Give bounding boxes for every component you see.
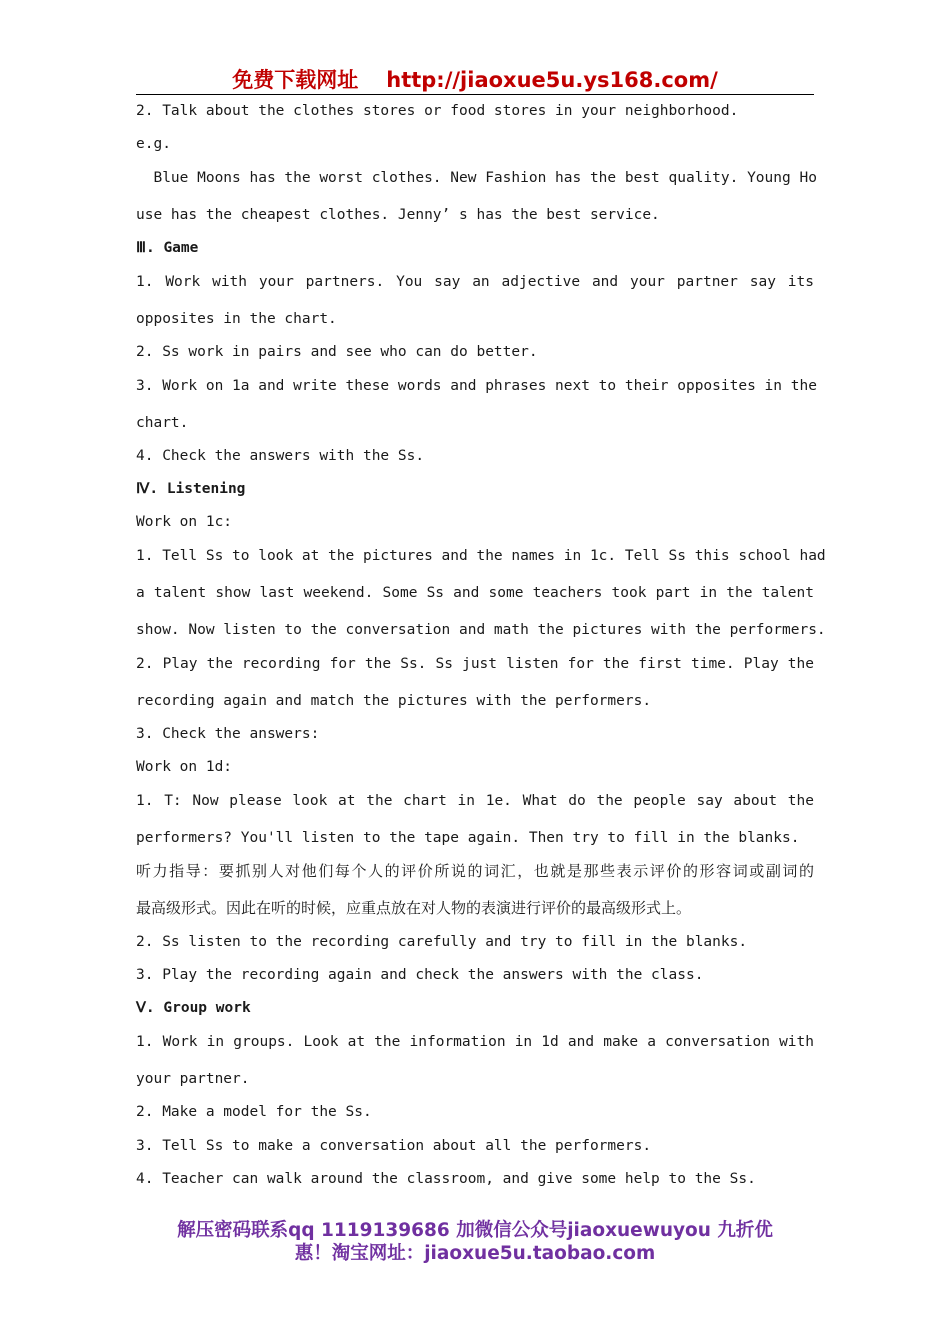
footer-line-1: 解压密码联系qq 1119139686 加微信公众号jiaoxuewuyou 九折优 <box>177 1220 773 1241</box>
text-line: show. Now listen to the conversation and math the pictures with the performers. <box>136 622 826 638</box>
text-line: 2. Talk about the clothes stores or food stores in your neighborhood. <box>136 103 739 119</box>
text-line: 最高级形式。因此在听的时候，应重点放在对人物的表演进行评价的最高级形式上。 <box>136 899 692 917</box>
text-line: 2. Play the recording for the Ss. Ss just listen for the first time. Play the <box>136 656 814 672</box>
text-line: 2. Ss work in pairs and see who can do better. <box>136 344 538 360</box>
section-heading: Ⅲ. Game <box>136 240 199 256</box>
text-line: opposites in the chart. <box>136 311 337 327</box>
text-line: 3. Work on 1a and write these words and phrases next to their opposites in the <box>136 378 817 394</box>
text-line: 4. Check the answers with the Ss. <box>136 448 425 464</box>
page-header <box>136 66 814 95</box>
text-line: 1. Work with your partners. You say an adjective and your partner say its <box>136 274 814 290</box>
text-line: 3. Tell Ss to make a conversation about all the performers. <box>136 1138 652 1154</box>
section-heading: Ⅴ. Group work <box>136 1000 251 1016</box>
text-line: chart. <box>136 415 189 431</box>
text-line: 听力指导：要抓别人对他们每个人的评价所说的词汇，也就是那些表示评价的形容词或副词的 <box>136 862 814 880</box>
text-line: Work on 1c: <box>136 514 233 530</box>
text-line: 1. Tell Ss to look at the pictures and the names in 1c. Tell Ss this school had <box>136 548 826 564</box>
text-line: performers? You'll listen to the tape again. Then try to fill in the blanks. <box>136 830 800 846</box>
text-line: 2. Make a model for the Ss. <box>136 1104 372 1120</box>
text-line: use has the cheapest clothes. Jenny’ s has the best service. <box>136 207 660 223</box>
text-line: 4. Teacher can walk around the classroom, and give some help to the Ss. <box>136 1171 756 1187</box>
text-line: e.g. <box>136 136 171 152</box>
section-heading: Ⅳ. Listening <box>136 481 246 497</box>
text-line: 3. Play the recording again and check the answers with the class. <box>136 967 704 983</box>
text-line: Blue Moons has the worst clothes. New Fashion has the best quality. Young Ho <box>136 170 817 186</box>
text-line: Work on 1d: <box>136 759 233 775</box>
header-url[interactable]: http://jiaoxue5u.ys168.com/ <box>386 68 718 92</box>
text-line: 2. Ss listen to the recording carefully and try to fill in the blanks. <box>136 934 748 950</box>
text-line: your partner. <box>136 1071 250 1087</box>
header-title: 免费下载网址 <box>232 68 359 92</box>
text-line: 1. T: Now please look at the chart in 1e. What do the people say about the <box>136 793 814 809</box>
text-line: a talent show last weekend. Some Ss and some teachers took part in the talent <box>136 585 814 601</box>
text-line: 3. Check the answers: <box>136 726 320 742</box>
text-line: 1. Work in groups. Look at the information in 1d and make a conversation with <box>136 1034 814 1050</box>
footer-line-2[interactable]: 惠！淘宝网址：jiaoxue5u.taobao.com <box>294 1243 656 1264</box>
text-line: recording again and match the pictures with the performers. <box>136 693 652 709</box>
